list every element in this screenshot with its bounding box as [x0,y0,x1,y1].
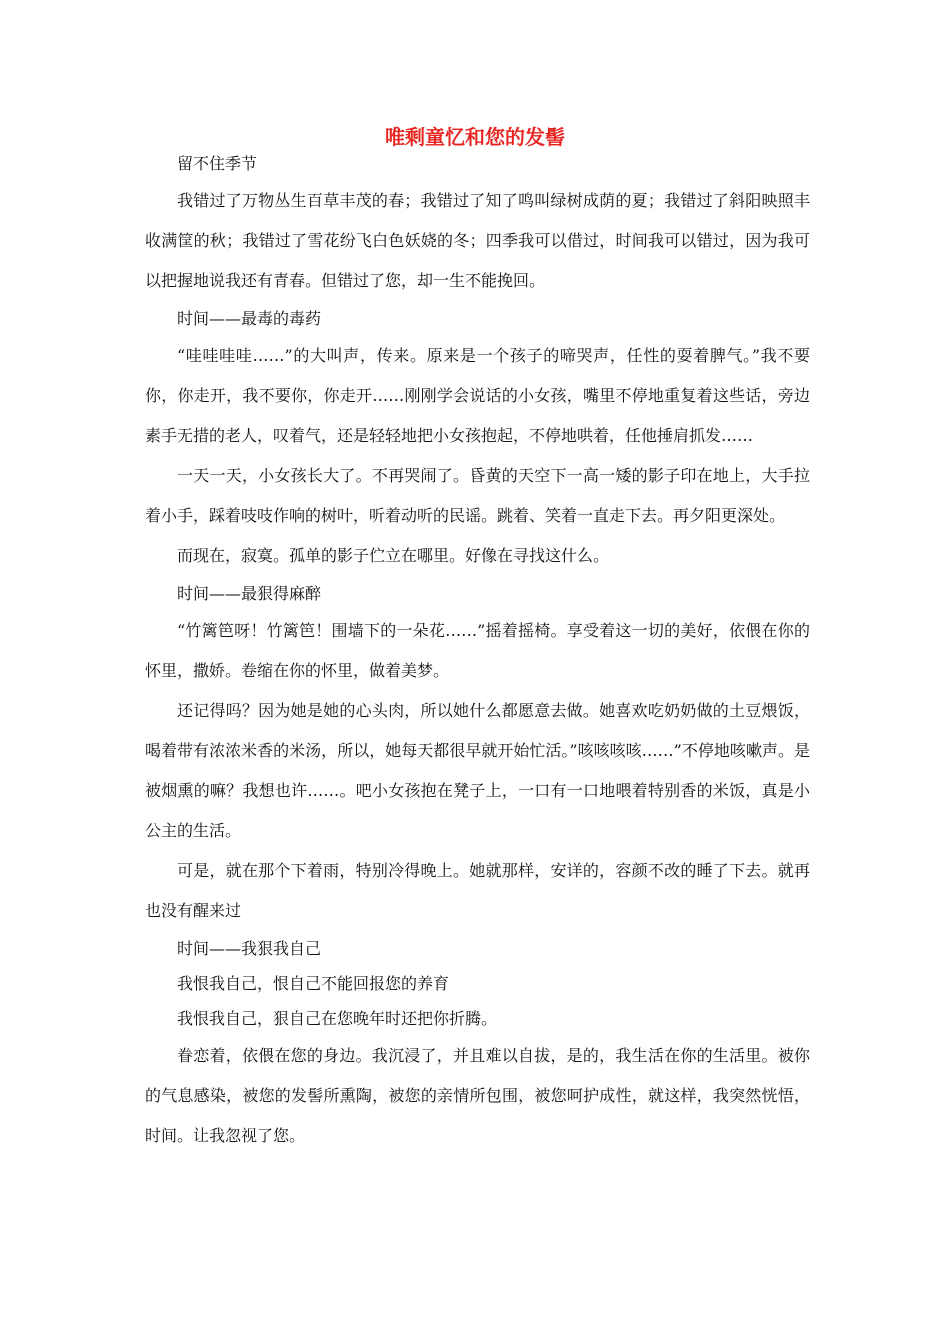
document-title: 唯剩童忆和您的发髻 [385,125,565,149]
section-heading: 时间——我狠我自己 [177,939,322,958]
section-heading: 时间——最狠得麻醉 [177,584,322,603]
paragraph: 眷恋着，依偎在您的身边。我沉浸了，并且难以自拔，是的，我生活在你的生活里。被你的气息感染，被您的发髻所熏陶，被您的亲情所包围，被您呵护成性，就这样，我突然恍悟，时间。让我忽视了您。 [145,1046,810,1145]
paragraph: “哇哇哇哇……”的大叫声，传来。原来是一个孩子的啼哭声，任性的耍着脾气。”我不要你，你走开，我不要你，你走开……刚刚学会说话的小女孩，嘴里不停地重复着这些话，旁边素手无措的老人，叹着气，还是轻轻地把小女孩抱起，不停地哄着，任他捶肩抓发…… [145,346,810,445]
paragraph: 还记得吗？因为她是她的心头肉，所以她什么都愿意去做。她喜欢吃奶奶做的土豆煨饭，喝着带有浓浓米香的米汤，所以，她每天都很早就开始忙活。”咳咳咳咳……”不停地咳嗽声。是被烟熏的嘛？我想也许……。吧小女孩抱在凳子上，一口有一口地喂着特别香的米饭，真是小公主的生活。 [145,701,810,840]
document-body [145,146,810,1156]
paragraph: 可是，就在那个下着雨，特别冷得晚上。她就那样，安详的，容颜不改的睡了下去。就再也没有醒来过 [145,861,810,920]
paragraph: 而现在，寂寞。孤单的影子伫立在哪里。好像在寻找这什么。 [177,546,610,565]
paragraph: 我恨我自己，狠自己在您晚年时还把你折腾。 [177,1009,498,1028]
section-heading: 时间——最毒的毒药 [177,309,322,328]
paragraph: 我错过了万物丛生百草丰茂的春；我错过了知了鸣叫绿树成荫的夏；我错过了斜阳映照丰收满筐的秋；我错过了雪花纷飞白色妖娆的冬；四季我可以借过，时间我可以错过，因为我可以把握地说我还有青春。但错过了您，却一生不能挽回。 [145,191,810,290]
paragraph: 我恨我自己，恨自己不能回报您的养育 [177,974,450,993]
paragraph: 一天一天，小女孩长大了。不再哭闹了。昏黄的天空下一高一矮的影子印在地上，大手拉着小手，踩着吱吱作响的树叶，听着动听的民谣。跳着、笑着一直走下去。再夕阳更深处。 [145,466,810,525]
section-heading: 留不住季节 [177,154,258,173]
paragraph: “竹篱笆呀！竹篱笆！围墙下的一朵花……”摇着摇椅。享受着这一切的美好，依偎在你的怀里，撒娇。卷缩在你的怀里，做着美梦。 [145,621,810,680]
